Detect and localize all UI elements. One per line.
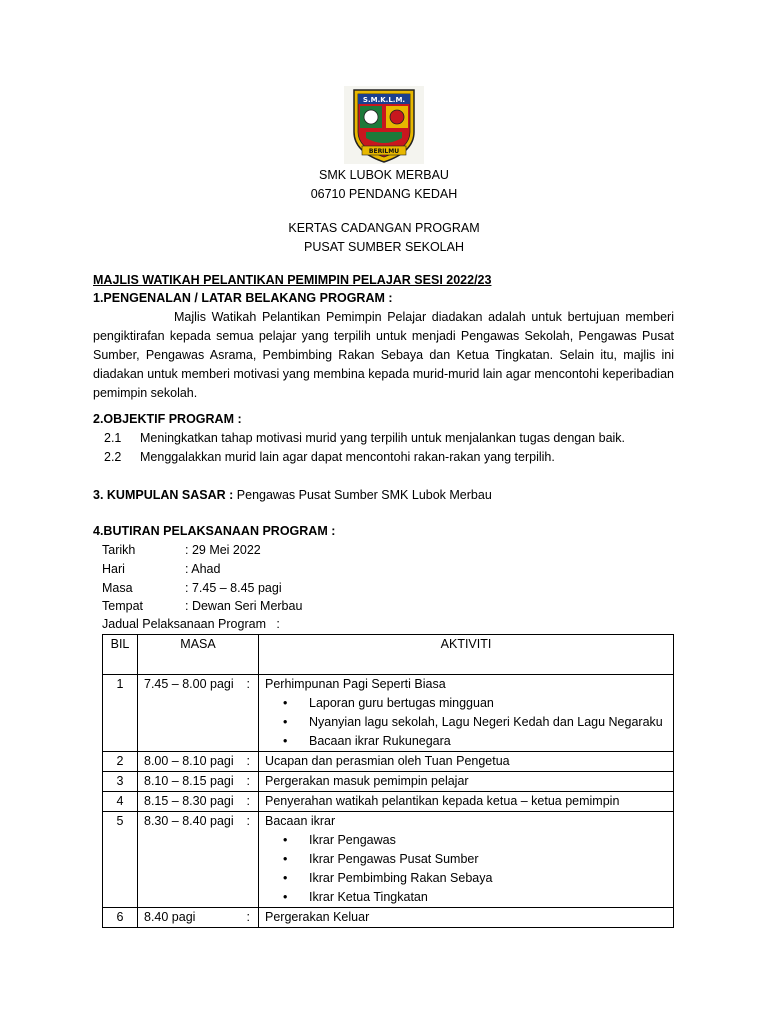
header-aktiviti: AKTIVITI [259,635,674,675]
detail-label: Hari [102,562,125,576]
document-type: KERTAS CADANGAN PROGRAM [288,221,480,235]
masa-text: 8.15 – 8.30 pagi [144,794,234,808]
cell-bil: 6 [103,908,138,928]
objective-number: 2.1 [104,431,122,445]
bullet-item: • Nyanyian lagu sekolah, Lagu Negeri Kedah dan Lagu Negaraku [309,713,667,732]
section1-body: Majlis Watikah Pelantikan Pemimpin Pelajar diadakan adalah untuk bertujuan memberi pengiktirafan kepada semua pelajar yang terpilih untuk menjadi Pengawas Sekolah, Pengawas Pusat Sumber, Pengawas Asrama, Pembimbing Rakan Sebaya dan Ketua Tingkatan. Selain itu, majlis ini diadakan untuk memberi motivasi yang membina kepada murid-murid lain agar mencontohi keperibadian pemimpin sekolah. [93,310,674,400]
table-row [103,812,674,908]
aktiviti-text: Perhimpunan Pagi Seperti Biasa [265,677,446,691]
table-row [103,772,674,792]
bullet-item: • Ikrar Pembimbing Rakan Sebaya [309,869,667,888]
detail-label: Tempat [102,599,143,613]
detail-value: : Dewan Seri Merbau [185,599,303,613]
masa-colon: : [246,754,250,768]
aktiviti-bullets [265,831,667,907]
cell-bil: 4 [103,792,138,812]
table-header-row [103,635,674,675]
schedule-table [102,634,674,928]
section3 [93,486,492,505]
section3-heading: 3. KUMPULAN SASAR : [93,488,234,502]
detail-value: : 7.45 – 8.45 pagi [185,581,282,595]
cell-bil: 2 [103,752,138,772]
detail-value: : Ahad [185,562,221,576]
cell-masa [138,792,259,812]
section3-value: Pengawas Pusat Sumber SMK Lubok Merbau [236,488,492,502]
bullet-item: • Ikrar Ketua Tingkatan [309,888,667,907]
cell-masa [138,812,259,908]
masa-text: 8.40 pagi [144,910,196,924]
detail-label: Masa [102,581,133,595]
masa-colon: : [246,814,250,828]
bullet-item: • Laporan guru bertugas mingguan [309,694,667,713]
table-row [103,675,674,752]
school-crest-logo [344,86,424,164]
masa-colon: : [246,910,250,924]
table-row [103,908,674,928]
cell-aktiviti: Penyerahan watikah pelantikan kepada ketua – ketua pemimpin [259,792,674,812]
table-row [103,792,674,812]
section4-heading: 4.BUTIRAN PELAKSANAAN PROGRAM : [93,524,336,538]
aktiviti-text: Bacaan ikrar [265,814,336,828]
section2-heading: 2.OBJEKTIF PROGRAM : [93,412,242,426]
cell-bil: 3 [103,772,138,792]
detail-value: : 29 Mei 2022 [185,543,261,557]
header-bil: BIL [103,635,138,675]
cell-bil: 1 [103,675,138,752]
cell-aktiviti: Ucapan dan perasmian oleh Tuan Pengetua [259,752,674,772]
objective-number: 2.2 [104,450,122,464]
crest-motto: BERILMU [368,148,400,155]
header-masa: MASA [138,635,259,675]
masa-colon: : [246,774,250,788]
cell-aktiviti: Pergerakan Keluar [259,908,674,928]
section1-heading: 1.PENGENALAN / LATAR BELAKANG PROGRAM : [93,291,393,305]
schedule-label: Jadual Pelaksanaan Program : [102,617,280,631]
bullet-item: • Ikrar Pengawas [309,831,667,850]
cell-bil: 5 [103,812,138,908]
cell-masa [138,772,259,792]
masa-text: 7.45 – 8.00 pagi [144,677,234,691]
masa-colon: : [246,794,250,808]
bullet-item: • Ikrar Pengawas Pusat Sumber [309,850,667,869]
table-row [103,752,674,772]
crest-text: S.M.K.L.M. [362,96,406,104]
document-unit: PUSAT SUMBER SEKOLAH [304,240,464,254]
cell-aktiviti [259,675,674,752]
school-name: SMK LUBOK MERBAU [319,168,449,182]
masa-text: 8.10 – 8.15 pagi [144,774,234,788]
cell-masa [138,752,259,772]
objective-text: Menggalakkan murid lain agar dapat mencontohi rakan-rakan yang terpilih. [140,450,555,464]
bullet-item: • Bacaan ikrar Rukunegara [309,732,667,751]
masa-colon: : [246,677,250,691]
school-address: 06710 PENDANG KEDAH [310,187,458,201]
cell-aktiviti: Pergerakan masuk pemimpin pelajar [259,772,674,792]
masa-text: 8.00 – 8.10 pagi [144,754,234,768]
detail-label: Tarikh [102,543,136,557]
cell-masa [138,675,259,752]
cell-aktiviti [259,812,674,908]
masa-text: 8.30 – 8.40 pagi [144,814,234,828]
cell-masa [138,908,259,928]
objective-text: Meningkatkan tahap motivasi murid yang terpilih untuk menjalankan tugas dengan baik. [140,431,626,445]
document-title: MAJLIS WATIKAH PELANTIKAN PEMIMPIN PELAJAR SESI 2022/23 [93,273,492,287]
aktiviti-bullets [265,694,667,751]
